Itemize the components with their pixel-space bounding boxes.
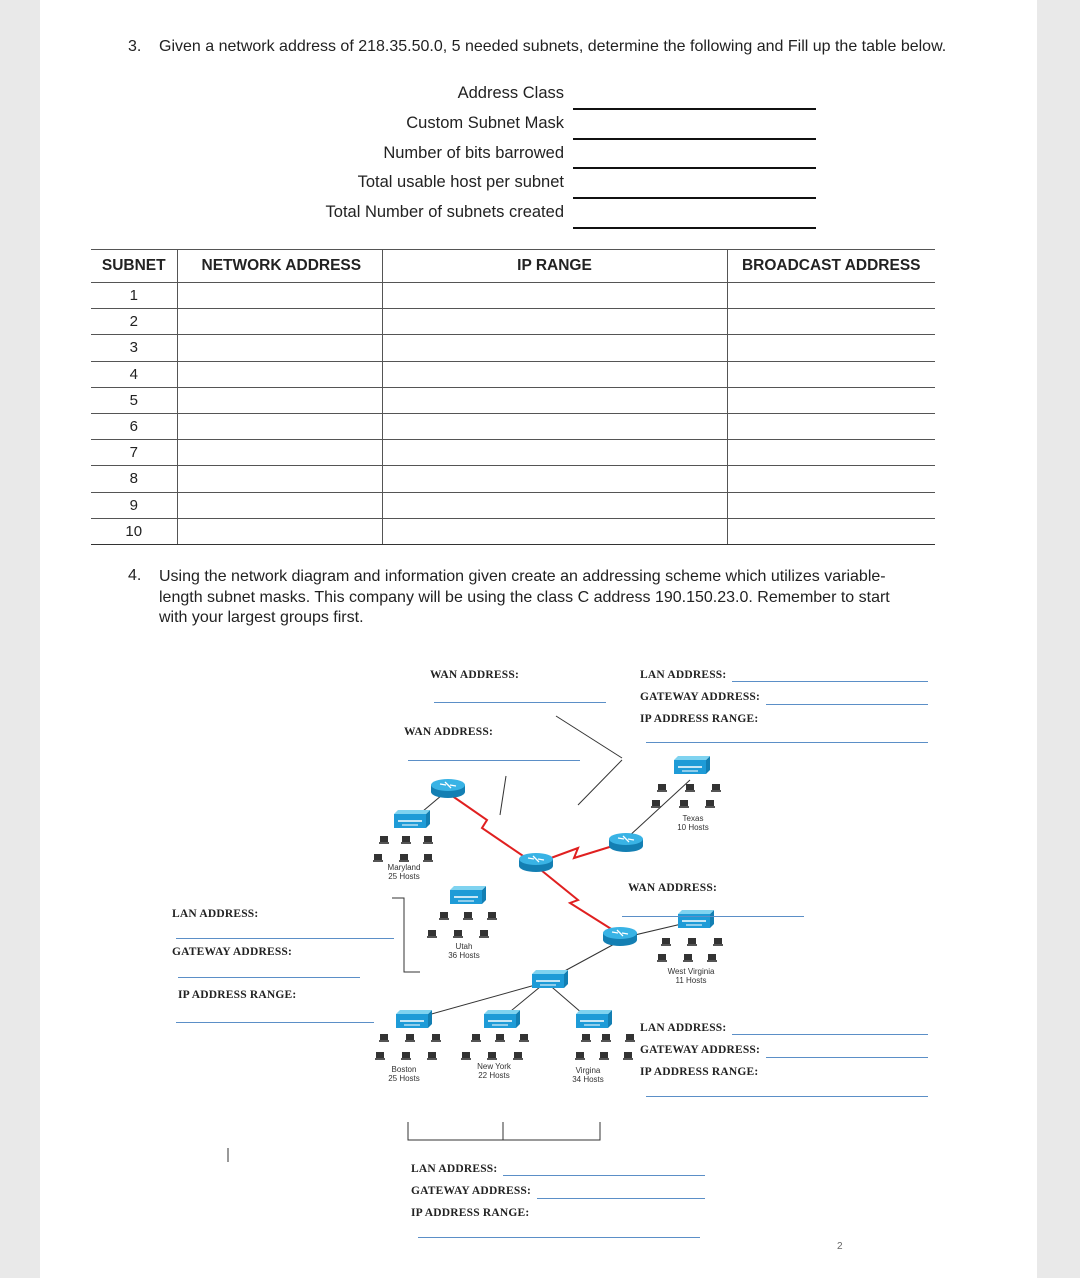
texas-lan-blank[interactable] — [732, 681, 928, 682]
wan-top-blank[interactable] — [434, 702, 606, 703]
wan-label-top: WAN ADDRESS: — [430, 669, 519, 681]
subnet-number: 9 — [91, 492, 177, 518]
field-custom-subnet-mask: Custom Subnet Mask — [406, 114, 564, 132]
field-subnets-created: Total Number of subnets created — [325, 203, 564, 221]
wan-right-blank[interactable] — [622, 916, 804, 917]
left-gateway-label: GATEWAY ADDRESS: — [172, 946, 293, 958]
q4-line-2: length subnet masks. This company will be using the class C address 190.150.23.0. Remember to start — [159, 588, 890, 606]
field-bits-borrowed: Number of bits barrowed — [383, 144, 564, 162]
texas-range-blank[interactable] — [646, 742, 928, 743]
subnet-number: 6 — [91, 413, 177, 439]
subnet-number: 4 — [91, 361, 177, 387]
site-utah: Utah 36 Hosts — [448, 942, 480, 960]
texas-gateway-blank[interactable] — [766, 704, 928, 705]
subnet-number: 3 — [91, 335, 177, 361]
subnet-number: 1 — [91, 283, 177, 309]
header-subnet: SUBNET — [91, 250, 177, 283]
q4-line-3: with your largest groups first. — [159, 609, 364, 626]
site-boston: Boston 25 Hosts — [388, 1065, 420, 1083]
q3-text: Given a network address of 218.35.50.0, 5 needed subnets, determine the following and Fill up the table below. — [159, 38, 947, 55]
q4-number: 4. — [128, 567, 142, 584]
virginia-lan-blank[interactable] — [732, 1034, 928, 1035]
subnet-number: 10 — [91, 518, 177, 544]
subnet-number: 2 — [91, 309, 177, 335]
virginia-gateway-label: GATEWAY ADDRESS: — [640, 1044, 761, 1056]
wan-label-right: WAN ADDRESS: — [628, 882, 717, 894]
virginia-gateway-blank[interactable] — [766, 1057, 928, 1058]
bottom-range-label: IP ADDRESS RANGE: — [411, 1207, 530, 1219]
subnet-number: 7 — [91, 440, 177, 466]
texas-range-label: IP ADDRESS RANGE: — [640, 713, 759, 725]
site-virgina: Virgina 34 Hosts — [572, 1066, 604, 1084]
bottom-gateway-label: GATEWAY ADDRESS: — [411, 1185, 532, 1197]
virginia-range-label: IP ADDRESS RANGE: — [640, 1066, 759, 1078]
wan-label-upper-left: WAN ADDRESS: — [404, 726, 493, 738]
left-gateway-blank[interactable] — [178, 977, 360, 978]
left-lan-label: LAN ADDRESS: — [172, 908, 259, 920]
subnet-number: 8 — [91, 466, 177, 492]
header-network-address: NETWORK ADDRESS — [177, 250, 382, 283]
subnet-number: 5 — [91, 387, 177, 413]
texas-lan-label: LAN ADDRESS: — [640, 669, 727, 681]
site-new-york: New York 22 Hosts — [477, 1062, 511, 1080]
left-range-blank[interactable] — [176, 1022, 374, 1023]
bottom-gateway-blank[interactable] — [537, 1198, 705, 1199]
left-lan-blank[interactable] — [176, 938, 394, 939]
q4-line-1: Using the network diagram and information given create an addressing scheme which utilizes variable- — [159, 568, 886, 585]
field-address-class: Address Class — [457, 84, 564, 102]
header-ip-range: IP RANGE — [382, 250, 727, 283]
site-west-virginia: West Virginia 11 Hosts — [667, 967, 715, 985]
bottom-lan-blank[interactable] — [503, 1175, 705, 1176]
texas-gateway-label: GATEWAY ADDRESS: — [640, 691, 761, 703]
bottom-range-blank[interactable] — [418, 1237, 700, 1238]
header-broadcast-address: BROADCAST ADDRESS — [727, 250, 935, 283]
virginia-range-blank[interactable] — [646, 1096, 928, 1097]
wan-upper-left-blank[interactable] — [408, 760, 580, 761]
field-usable-hosts: Total usable host per subnet — [357, 173, 564, 191]
virginia-lan-label: LAN ADDRESS: — [640, 1022, 727, 1034]
site-maryland: Maryland 25 Hosts — [387, 863, 421, 881]
site-texas: Texas 10 Hosts — [677, 814, 709, 832]
bottom-lan-label: LAN ADDRESS: — [411, 1163, 498, 1175]
q3-number: 3. — [128, 38, 142, 55]
left-range-label: IP ADDRESS RANGE: — [178, 989, 297, 1001]
page-number: 2 — [837, 1241, 843, 1252]
